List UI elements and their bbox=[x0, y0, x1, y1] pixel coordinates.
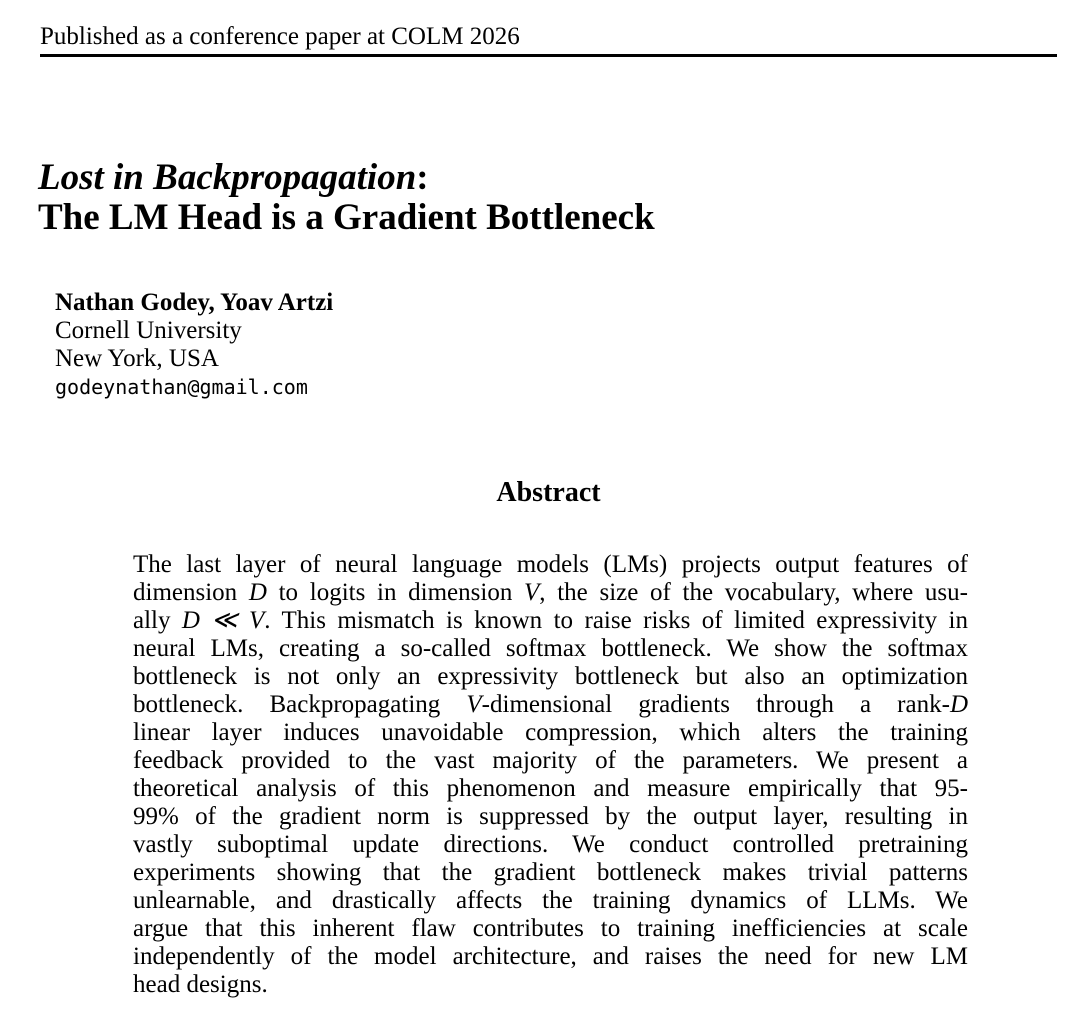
math-symbol: D ≪ V bbox=[181, 607, 265, 634]
abstract-line bbox=[133, 887, 968, 915]
abstract-text: to logits in dimension bbox=[266, 579, 525, 606]
abstract-line bbox=[133, 943, 968, 971]
abstract-line bbox=[133, 775, 968, 803]
abstract-line bbox=[133, 719, 968, 747]
abstract-text: neural LMs, creating a so-called softmax bottleneck. We show the softmax bbox=[133, 635, 968, 662]
running-header: Published as a conference paper at COLM 2026 bbox=[40, 23, 520, 50]
abstract-line bbox=[133, 831, 968, 859]
abstract-text: argue that this inherent flaw contributes to training inefficiencies at scale bbox=[133, 915, 968, 942]
abstract-line bbox=[133, 607, 968, 635]
abstract-text: ally bbox=[133, 607, 182, 634]
abstract-heading: Abstract bbox=[496, 477, 601, 508]
abstract-line bbox=[133, 971, 968, 999]
abstract-text: dimension bbox=[133, 579, 249, 606]
abstract-line bbox=[133, 579, 968, 607]
abstract-line bbox=[133, 663, 968, 691]
abstract-text: The last layer of neural language models (LMs) projects output features of bbox=[133, 551, 968, 578]
title-colon: : bbox=[416, 157, 429, 198]
title-line-2: The LM Head is a Gradient Bottleneck bbox=[38, 197, 655, 238]
abstract-text: , the size of the vocabulary, where usu- bbox=[539, 579, 968, 606]
author-email: godeynathan@gmail.com bbox=[55, 375, 308, 399]
abstract-text: head designs. bbox=[133, 971, 268, 998]
abstract-text: experiments showing that the gradient bottleneck makes trivial patterns bbox=[133, 859, 968, 886]
abstract-text: unlearnable, and drastically affects the training dynamics of LLMs. We bbox=[133, 887, 968, 914]
author-names: Nathan Godey, Yoav Artzi bbox=[55, 289, 334, 316]
abstract-line bbox=[133, 803, 968, 831]
abstract-text: independently of the model architecture, and raises the need for new LM bbox=[133, 943, 968, 970]
abstract-line bbox=[133, 915, 968, 943]
abstract-line bbox=[133, 635, 968, 663]
math-symbol: V bbox=[466, 691, 482, 718]
math-symbol: D bbox=[949, 691, 968, 718]
abstract-text: linear layer induces unavoidable compression, which alters the training bbox=[133, 719, 968, 746]
author-affiliation: Cornell University bbox=[55, 317, 242, 344]
abstract-text: -dimensional gradients through a rank- bbox=[481, 691, 950, 718]
abstract-line bbox=[133, 691, 968, 719]
title-line-1 bbox=[38, 158, 655, 198]
abstract-body bbox=[133, 551, 968, 999]
abstract-text: feedback provided to the vast majority of the parameters. We present a bbox=[133, 747, 968, 774]
abstract-line bbox=[133, 747, 968, 775]
math-symbol: V bbox=[524, 579, 540, 606]
author-block bbox=[55, 289, 333, 401]
abstract-line bbox=[133, 859, 968, 887]
abstract-text: vastly suboptimal update directions. We conduct controlled pretraining bbox=[133, 831, 968, 858]
author-location: New York, USA bbox=[55, 345, 219, 372]
abstract-line bbox=[133, 551, 968, 579]
abstract-text: bottleneck is not only an expressivity bottleneck but also an optimization bbox=[133, 663, 968, 690]
abstract-text: . This mismatch is known to raise risks of limited expressivity in bbox=[264, 607, 968, 634]
title-italic-part: Lost in Backpropagation bbox=[38, 157, 417, 198]
header-rule bbox=[40, 54, 1057, 57]
abstract-text: bottleneck. Backpropagating bbox=[133, 691, 467, 718]
paper-title bbox=[38, 158, 655, 238]
math-symbol: D bbox=[248, 579, 267, 606]
abstract-text: theoretical analysis of this phenomenon and measure empirically that 95- bbox=[133, 775, 968, 802]
abstract-text: 99% of the gradient norm is suppressed by the output layer, resulting in bbox=[133, 803, 968, 830]
